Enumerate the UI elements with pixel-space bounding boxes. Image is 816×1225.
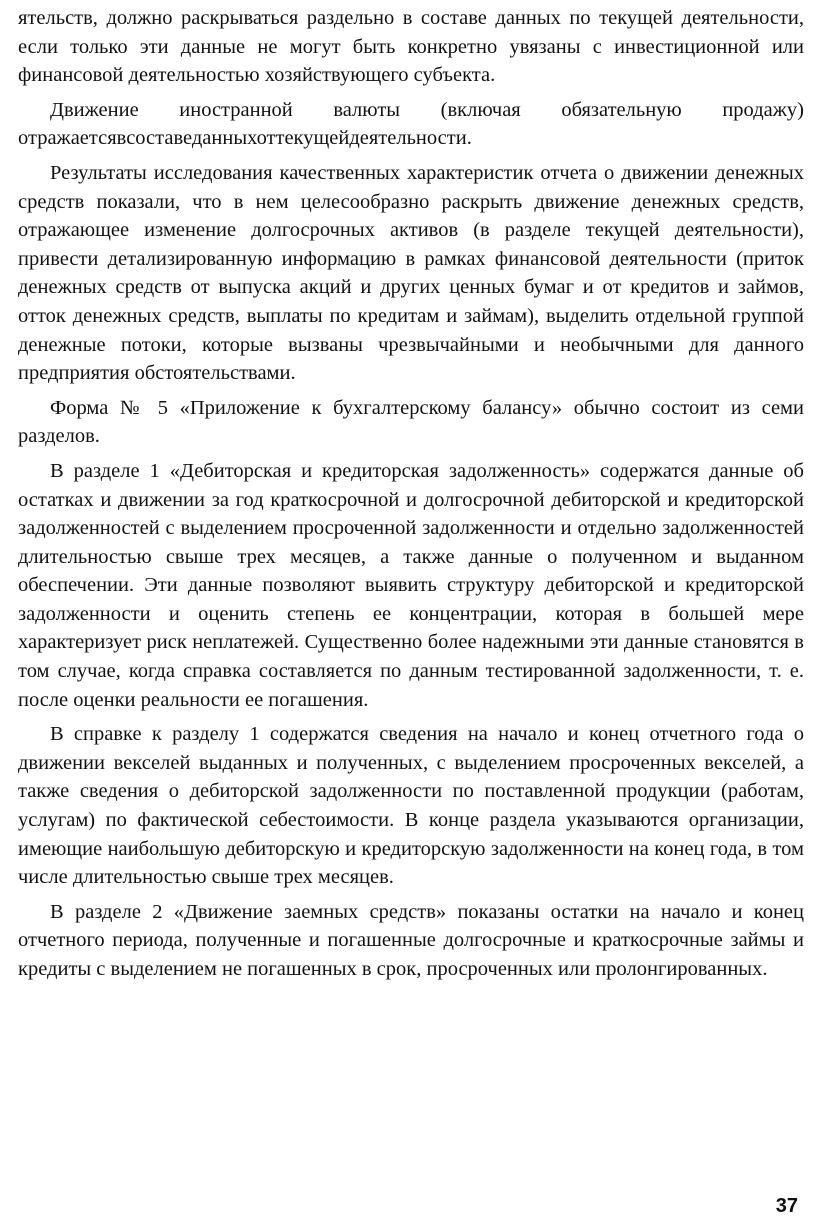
paragraph-section-2: В разделе 2 «Движение заемных средств» показаны остатки на начало и конец отчетного периода, полученные и погашенные долгосрочные и краткосрочные займы и кредиты с выделением не погашенных в срок, просроченных или пролонгированных. [18, 900, 804, 980]
page-number: 37 [775, 1195, 798, 1217]
paragraph-currency-movement: Движение иностранной валюты (включая обязательную продажу) отражаетсявсоставеданныхоттекущейдеятельности. [18, 98, 804, 150]
paragraph-research-results: Результаты исследования качественных характеристик отчета о движении денежных средств показали, что в нем целесообразно раскрыть движение денежных средств, отражающее изменение долгосрочных активов (в разделе текущей деятельности), привести детализированную информацию в рамках финансовой деятельности (приток денежных средств от выпуска акций и других ценных бумаг и от кредитов и займов, отток денежных средств, выплаты по кредитам и займам), выделить отдельной группой денежные потоки, которые вызваны чрезвычайными и необычными для данного предприятия обстоятельствами. [18, 161, 804, 385]
paragraph-section-1: В разделе 1 «Дебиторская и кредиторская задолженность» содержатся данные об остатках и движении за год краткосрочной и долгосрочной дебиторской и кредиторской задолженностей с выделением просроченной задолженности и отдельно задолженностей длительностью свыше трех месяцев, а также данные о полученном и выданном обеспечении. Эти данные позволяют выявить структуру дебиторской и кредиторской задолженности и оценить степень ее концентрации, которая в большей мере характеризует риск неплатежей. Существенно более надежными эти данные становятся в том случае, когда справка составляется по данным тестированной задолженности, т. е. после оценки реальности ее погашения. [18, 459, 804, 711]
paragraph-form-5: Форма № 5 «Приложение к бухгалтерскому балансу» обычно состоит из семи разделов. [18, 396, 804, 448]
paragraph-continuation: ятельств, должно раскрываться раздельно в составе данных по текущей деятельности, если только эти данные не могут быть конкретно увязаны с инвестиционной или финансовой деятельностью хозяйствующего субъекта. [18, 7, 804, 87]
page-text [18, 4, 804, 1184]
paragraph-section-1-reference: В справке к разделу 1 содержатся сведения на начало и конец отчетного года о движении векселей выданных и полученных, с выделением просроченных векселей, а также сведения о дебиторской задолженности по поставленной продукции (работам, услугам) по фактической себестоимости. В конце раздела указываются организации, имеющие наибольшую дебиторскую и кредиторскую задолженности на конец года, в том числе длительностью свыше трех месяцев. [18, 723, 804, 889]
